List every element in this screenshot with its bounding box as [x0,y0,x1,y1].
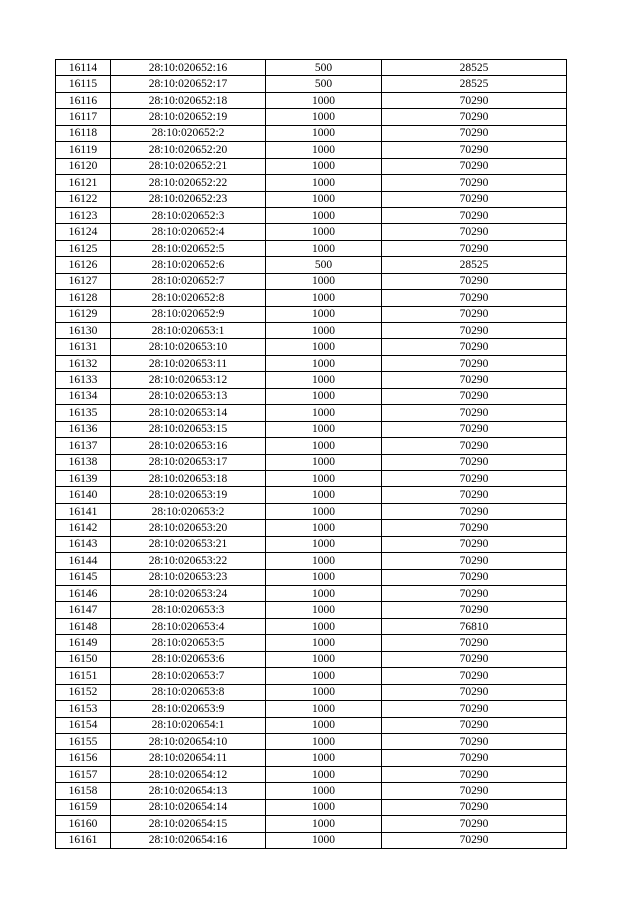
cadastral-number-cell: 28:10:020653:7 [111,668,266,684]
area-cell: 1000 [266,750,382,766]
cadastral-number-cell: 28:10:020654:11 [111,750,266,766]
area-cell: 1000 [266,339,382,355]
table-row [56,92,567,108]
table-row [56,586,567,602]
value-cell: 70290 [382,405,567,421]
value-cell: 70290 [382,602,567,618]
area-cell: 1000 [266,125,382,141]
table-row [56,109,567,125]
row-number-cell: 16125 [56,240,111,256]
value-cell: 70290 [382,536,567,552]
table-row [56,158,567,174]
cadastral-number-cell: 28:10:020653:5 [111,635,266,651]
area-cell: 1000 [266,306,382,322]
area-cell: 1000 [266,635,382,651]
table-row [56,355,567,371]
value-cell: 70290 [382,635,567,651]
table-row [56,60,567,76]
row-number-cell: 16134 [56,388,111,404]
table-row [56,470,567,486]
value-cell: 70290 [382,733,567,749]
value-cell: 70290 [382,421,567,437]
cadastral-number-cell: 28:10:020653:20 [111,520,266,536]
cadastral-number-cell: 28:10:020653:23 [111,569,266,585]
value-cell: 70290 [382,520,567,536]
row-number-cell: 16132 [56,355,111,371]
row-number-cell: 16158 [56,783,111,799]
row-number-cell: 16122 [56,191,111,207]
cadastral-number-cell: 28:10:020652:7 [111,273,266,289]
table-row [56,273,567,289]
table-row [56,750,567,766]
area-cell: 1000 [266,158,382,174]
area-cell: 1000 [266,586,382,602]
cadastral-number-cell: 28:10:020653:8 [111,684,266,700]
row-number-cell: 16137 [56,438,111,454]
area-cell: 500 [266,257,382,273]
area-cell: 1000 [266,701,382,717]
cadastral-number-cell: 28:10:020653:12 [111,372,266,388]
value-cell: 70290 [382,290,567,306]
row-number-cell: 16133 [56,372,111,388]
row-number-cell: 16139 [56,470,111,486]
table-row [56,684,567,700]
area-cell: 1000 [266,355,382,371]
cadastral-number-cell: 28:10:020652:17 [111,76,266,92]
area-cell: 1000 [266,323,382,339]
row-number-cell: 16145 [56,569,111,585]
area-cell: 1000 [266,240,382,256]
cadastral-number-cell: 28:10:020652:23 [111,191,266,207]
value-cell: 70290 [382,651,567,667]
area-cell: 1000 [266,438,382,454]
area-cell: 1000 [266,536,382,552]
table-row [56,339,567,355]
cadastral-number-cell: 28:10:020652:18 [111,92,266,108]
value-cell: 28525 [382,60,567,76]
area-cell: 1000 [266,109,382,125]
row-number-cell: 16120 [56,158,111,174]
row-number-cell: 16118 [56,125,111,141]
table-row [56,602,567,618]
row-number-cell: 16124 [56,224,111,240]
row-number-cell: 16153 [56,701,111,717]
cadastral-number-cell: 28:10:020654:10 [111,733,266,749]
row-number-cell: 16140 [56,487,111,503]
row-number-cell: 16131 [56,339,111,355]
cadastral-number-cell: 28:10:020653:15 [111,421,266,437]
table-row [56,454,567,470]
value-cell: 70290 [382,240,567,256]
table-row [56,832,567,848]
row-number-cell: 16127 [56,273,111,289]
value-cell: 70290 [382,224,567,240]
table-row [56,207,567,223]
cadastral-number-cell: 28:10:020654:13 [111,783,266,799]
table-row [56,323,567,339]
parcel-table [55,59,567,849]
cadastral-number-cell: 28:10:020652:5 [111,240,266,256]
table-row [56,175,567,191]
area-cell: 1000 [266,717,382,733]
row-number-cell: 16151 [56,668,111,684]
cadastral-number-cell: 28:10:020653:9 [111,701,266,717]
cadastral-number-cell: 28:10:020653:1 [111,323,266,339]
row-number-cell: 16114 [56,60,111,76]
cadastral-number-cell: 28:10:020653:24 [111,586,266,602]
table-row [56,290,567,306]
area-cell: 1000 [266,207,382,223]
row-number-cell: 16154 [56,717,111,733]
area-cell: 1000 [266,503,382,519]
table-row [56,783,567,799]
cadastral-number-cell: 28:10:020654:1 [111,717,266,733]
row-number-cell: 16121 [56,175,111,191]
table-row [56,125,567,141]
value-cell: 70290 [382,92,567,108]
row-number-cell: 16115 [56,76,111,92]
table-row [56,240,567,256]
cadastral-number-cell: 28:10:020654:16 [111,832,266,848]
value-cell: 70290 [382,125,567,141]
value-cell: 70290 [382,750,567,766]
value-cell: 70290 [382,783,567,799]
cadastral-number-cell: 28:10:020653:17 [111,454,266,470]
value-cell: 70290 [382,191,567,207]
cadastral-number-cell: 28:10:020652:16 [111,60,266,76]
table-row [56,816,567,832]
table-row [56,799,567,815]
area-cell: 1000 [266,224,382,240]
table-row [56,142,567,158]
area-cell: 1000 [266,191,382,207]
row-number-cell: 16152 [56,684,111,700]
cadastral-number-cell: 28:10:020653:19 [111,487,266,503]
cadastral-number-cell: 28:10:020653:13 [111,388,266,404]
value-cell: 70290 [382,717,567,733]
value-cell: 70290 [382,503,567,519]
cadastral-number-cell: 28:10:020652:8 [111,290,266,306]
table-row [56,76,567,92]
row-number-cell: 16160 [56,816,111,832]
area-cell: 1000 [266,618,382,634]
value-cell: 70290 [382,438,567,454]
area-cell: 1000 [266,602,382,618]
table-row [56,635,567,651]
cadastral-number-cell: 28:10:020653:22 [111,553,266,569]
table-row [56,618,567,634]
area-cell: 1000 [266,569,382,585]
parcel-table-body [56,60,567,849]
table-row [56,306,567,322]
value-cell: 70290 [382,323,567,339]
area-cell: 1000 [266,832,382,848]
value-cell: 76810 [382,618,567,634]
row-number-cell: 16159 [56,799,111,815]
table-row [56,701,567,717]
value-cell: 28525 [382,257,567,273]
cadastral-number-cell: 28:10:020653:21 [111,536,266,552]
table-row [56,257,567,273]
cadastral-number-cell: 28:10:020653:2 [111,503,266,519]
cadastral-number-cell: 28:10:020652:19 [111,109,266,125]
row-number-cell: 16142 [56,520,111,536]
cadastral-number-cell: 28:10:020653:10 [111,339,266,355]
cadastral-number-cell: 28:10:020653:4 [111,618,266,634]
row-number-cell: 16126 [56,257,111,273]
cadastral-number-cell: 28:10:020652:21 [111,158,266,174]
area-cell: 1000 [266,733,382,749]
area-cell: 1000 [266,651,382,667]
row-number-cell: 16138 [56,454,111,470]
value-cell: 70290 [382,553,567,569]
row-number-cell: 16130 [56,323,111,339]
value-cell: 70290 [382,569,567,585]
cadastral-number-cell: 28:10:020652:22 [111,175,266,191]
value-cell: 70290 [382,766,567,782]
table-row [56,569,567,585]
value-cell: 70290 [382,454,567,470]
cadastral-number-cell: 28:10:020654:14 [111,799,266,815]
value-cell: 70290 [382,355,567,371]
value-cell: 70290 [382,701,567,717]
value-cell: 28525 [382,76,567,92]
value-cell: 70290 [382,372,567,388]
area-cell: 1000 [266,470,382,486]
table-row [56,717,567,733]
cadastral-number-cell: 28:10:020653:3 [111,602,266,618]
cadastral-number-cell: 28:10:020653:6 [111,651,266,667]
table-row [56,405,567,421]
area-cell: 1000 [266,816,382,832]
value-cell: 70290 [382,142,567,158]
table-row [56,191,567,207]
row-number-cell: 16143 [56,536,111,552]
value-cell: 70290 [382,816,567,832]
value-cell: 70290 [382,684,567,700]
cadastral-number-cell: 28:10:020652:4 [111,224,266,240]
row-number-cell: 16155 [56,733,111,749]
row-number-cell: 16147 [56,602,111,618]
area-cell: 500 [266,60,382,76]
value-cell: 70290 [382,109,567,125]
value-cell: 70290 [382,175,567,191]
row-number-cell: 16144 [56,553,111,569]
row-number-cell: 16119 [56,142,111,158]
cadastral-number-cell: 28:10:020652:6 [111,257,266,273]
cadastral-number-cell: 28:10:020654:12 [111,766,266,782]
area-cell: 1000 [266,92,382,108]
cadastral-number-cell: 28:10:020653:16 [111,438,266,454]
table-row [56,388,567,404]
table-row [56,553,567,569]
row-number-cell: 16123 [56,207,111,223]
value-cell: 70290 [382,470,567,486]
area-cell: 1000 [266,273,382,289]
row-number-cell: 16129 [56,306,111,322]
table-row [56,372,567,388]
table-row [56,766,567,782]
row-number-cell: 16150 [56,651,111,667]
area-cell: 1000 [266,553,382,569]
value-cell: 70290 [382,586,567,602]
row-number-cell: 16136 [56,421,111,437]
cadastral-number-cell: 28:10:020654:15 [111,816,266,832]
table-row [56,520,567,536]
cadastral-number-cell: 28:10:020652:3 [111,207,266,223]
table-row [56,733,567,749]
row-number-cell: 16141 [56,503,111,519]
value-cell: 70290 [382,668,567,684]
row-number-cell: 16128 [56,290,111,306]
area-cell: 1000 [266,454,382,470]
area-cell: 500 [266,76,382,92]
area-cell: 1000 [266,142,382,158]
table-row [56,487,567,503]
cadastral-number-cell: 28:10:020652:9 [111,306,266,322]
area-cell: 1000 [266,405,382,421]
table-row [56,668,567,684]
row-number-cell: 16146 [56,586,111,602]
row-number-cell: 16116 [56,92,111,108]
row-number-cell: 16135 [56,405,111,421]
cadastral-number-cell: 28:10:020653:14 [111,405,266,421]
area-cell: 1000 [266,372,382,388]
value-cell: 70290 [382,388,567,404]
table-row [56,438,567,454]
value-cell: 70290 [382,799,567,815]
cadastral-number-cell: 28:10:020652:2 [111,125,266,141]
row-number-cell: 16156 [56,750,111,766]
value-cell: 70290 [382,339,567,355]
value-cell: 70290 [382,158,567,174]
area-cell: 1000 [266,290,382,306]
area-cell: 1000 [266,783,382,799]
row-number-cell: 16148 [56,618,111,634]
row-number-cell: 16117 [56,109,111,125]
row-number-cell: 16161 [56,832,111,848]
area-cell: 1000 [266,766,382,782]
row-number-cell: 16149 [56,635,111,651]
row-number-cell: 16157 [56,766,111,782]
area-cell: 1000 [266,175,382,191]
table-row [56,224,567,240]
cadastral-number-cell: 28:10:020653:11 [111,355,266,371]
area-cell: 1000 [266,487,382,503]
area-cell: 1000 [266,799,382,815]
value-cell: 70290 [382,207,567,223]
area-cell: 1000 [266,421,382,437]
area-cell: 1000 [266,668,382,684]
value-cell: 70290 [382,306,567,322]
table-row [56,651,567,667]
area-cell: 1000 [266,520,382,536]
cadastral-number-cell: 28:10:020653:18 [111,470,266,486]
table-row [56,503,567,519]
value-cell: 70290 [382,487,567,503]
area-cell: 1000 [266,388,382,404]
table-row [56,536,567,552]
value-cell: 70290 [382,273,567,289]
cadastral-number-cell: 28:10:020652:20 [111,142,266,158]
value-cell: 70290 [382,832,567,848]
table-row [56,421,567,437]
area-cell: 1000 [266,684,382,700]
